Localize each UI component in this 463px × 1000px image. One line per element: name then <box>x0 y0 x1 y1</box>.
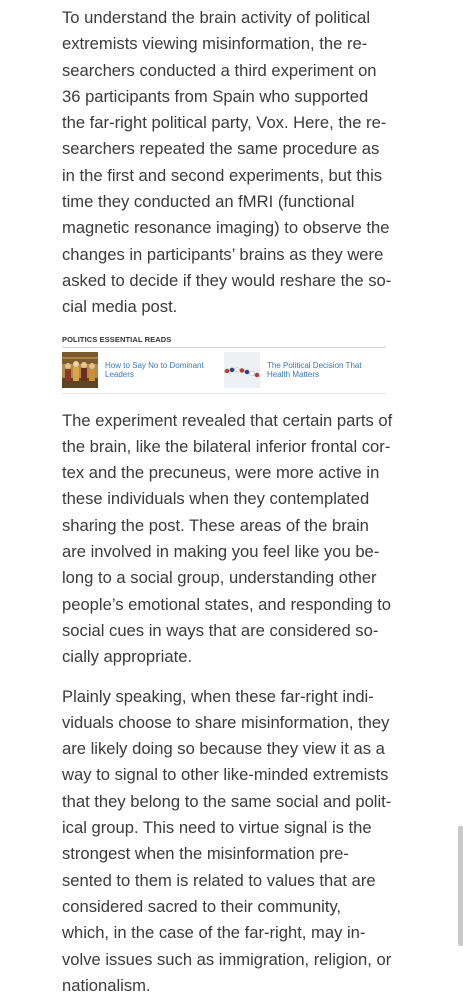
paragraph-line: ical group. This need to virtue signal is the <box>62 818 372 838</box>
paragraph-line: cially appropriate. <box>62 647 193 667</box>
paragraph-line: searchers conducted a third experiment on <box>62 60 377 80</box>
paragraph-line: the brain, like the bilateral inferior frontal cor- <box>62 436 391 456</box>
paragraph-line: sented to them is related to values that are <box>62 870 376 890</box>
essential-reads-heading: POLITICS ESSENTIAL READS <box>62 335 386 348</box>
paragraph-line: nationalism. <box>62 975 151 995</box>
paragraph-line: tex and the precuneus, were more active in <box>62 463 380 483</box>
paragraph-line: To understand the brain activity of political <box>62 8 371 27</box>
paragraph-line: magnetic resonance imaging) to observe the <box>62 218 390 238</box>
paragraph-line: that they belong to the same social and polit- <box>62 791 392 811</box>
paragraph-line: people’s emotional states, and responding to <box>62 594 392 614</box>
paragraph-line: volve issues such as immigration, religion, or <box>62 949 392 969</box>
paragraph-line: social cues in ways that are considered so- <box>62 620 379 640</box>
paragraph-line: Plainly speaking, when these far-right indi- <box>62 686 374 706</box>
essential-read-item-dominant-leaders[interactable] <box>62 352 224 393</box>
paragraph-line: time they conducted an fMRI (functional <box>62 192 355 212</box>
essential-read-link[interactable]: The Political Decision That Health Matters <box>267 360 362 380</box>
paragraph-line: which, in the case of the far-right, may in- <box>62 923 366 943</box>
paragraph-line: extremists viewing misinformation, the re- <box>62 34 368 54</box>
paragraph-line: viduals choose to share misinformation, they <box>62 712 390 732</box>
crowd-photo-icon[interactable] <box>62 352 98 388</box>
paragraph-line: these individuals when they contemplated <box>62 489 370 509</box>
paragraph-fmri-experiment <box>62 5 392 321</box>
paragraph-line: 36 participants from Spain who supported <box>62 86 369 106</box>
paragraph-line: the far-right political party, Vox. Here, the re- <box>62 113 387 133</box>
pills-photo-icon[interactable] <box>224 352 260 388</box>
paragraph-line: cial media post. <box>62 297 178 317</box>
essential-read-link[interactable]: How to Say No to Dominant Leaders <box>105 360 204 380</box>
paragraph-virtue-signal <box>62 684 392 1000</box>
paragraph-line: are involved in making you feel like you be- <box>62 542 380 562</box>
essential-read-item-political-decision[interactable] <box>224 352 386 393</box>
paragraph-line: asked to decide if they would reshare the so- <box>62 270 392 290</box>
paragraph-line: changes in participants’ brains as they were <box>62 244 384 264</box>
scrollbar-thumb[interactable] <box>458 826 463 946</box>
paragraph-line: considered sacred to their community, <box>62 896 342 916</box>
paragraph-line: strongest when the misinformation pre- <box>62 844 349 864</box>
paragraph-line: sharing the post. These areas of the brain <box>62 515 369 535</box>
essential-reads-list <box>62 348 386 394</box>
paragraph-line: way to signal to other like-minded extremists <box>62 765 389 785</box>
article-body <box>62 5 392 1000</box>
paragraph-line: The experiment revealed that certain parts of <box>62 410 393 430</box>
paragraph-line: in the first and second experiments, but this <box>62 165 383 185</box>
paragraph-line: long to a social group, understanding other <box>62 568 377 588</box>
paragraph-line: are likely doing so because they view it as a <box>62 739 385 759</box>
paragraph-line: searchers repeated the same procedure as <box>62 139 380 159</box>
essential-reads-box <box>62 335 386 394</box>
paragraph-experiment-results <box>62 408 392 671</box>
